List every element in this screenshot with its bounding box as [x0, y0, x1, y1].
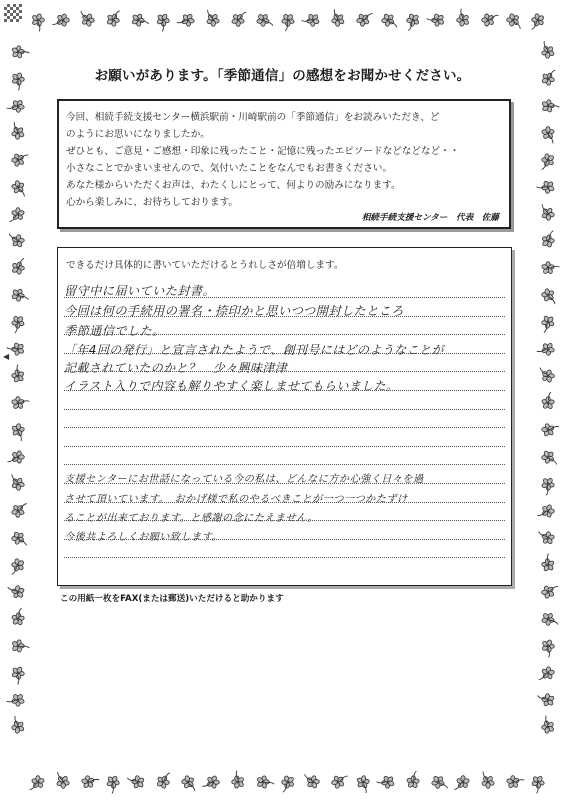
- flower-ornament: [5, 581, 27, 601]
- flower-ornament: [539, 448, 561, 470]
- flower-ornament: [232, 770, 245, 788]
- handwritten-line: 今後共よろしくお願い致します。: [64, 532, 222, 543]
- message-line: 今回、相続手続支援センター横浜駅前・川崎駅前の「季節通信」をお読みいただき、ど: [66, 112, 440, 123]
- handwritten-line: 留守中に届いていた封書。: [64, 284, 216, 298]
- side-margin-mark: ◀: [3, 352, 10, 361]
- flower-ornament: [540, 98, 560, 114]
- flower-ornament: [535, 526, 557, 547]
- flower-ornament: [329, 8, 345, 28]
- flower-ornament: [529, 774, 545, 794]
- flower-ornament: [9, 178, 29, 200]
- handwritten-line: させて頂いています。 おかげ様で私のやるべきことが一つ一つかたずけ: [64, 494, 408, 505]
- handwritten-line: 「年4回の発行」と宣言されたようで、創刊号にはどのようなことが: [64, 343, 444, 357]
- flower-ornament: [539, 39, 555, 59]
- flower-ornament: [200, 774, 221, 791]
- flower-ornament: [154, 769, 176, 791]
- flower-ornament: [11, 364, 25, 383]
- flower-ornament: [539, 610, 561, 631]
- flower-ornament: [255, 774, 276, 791]
- flower-ornament: [9, 121, 25, 141]
- flower-ornament: [176, 13, 195, 27]
- flower-ornament: [5, 449, 26, 467]
- flower-ornament: [7, 694, 25, 707]
- flower-ornament: [10, 606, 29, 628]
- flower-ornament: [526, 11, 547, 33]
- flower-ornament: [535, 664, 557, 684]
- flower-ornament: [276, 773, 296, 795]
- writing-rule: [64, 297, 505, 298]
- flower-ornament: [125, 771, 147, 790]
- flower-ornament: [10, 638, 31, 655]
- flower-ornament: [254, 11, 276, 32]
- flower-ornament: [354, 9, 376, 29]
- message-line: 小さなことでかまいませんので、気付いたことをなんでもお書きください。: [66, 163, 392, 174]
- flower-ornament: [356, 774, 371, 794]
- flower-ornament: [229, 8, 251, 29]
- flower-ornament: [129, 11, 151, 30]
- flower-ornament: [6, 556, 27, 578]
- writing-rule: [64, 520, 505, 521]
- signature: 相続手続支援センター 代表 佐藤: [361, 213, 499, 223]
- flower-ornament: [301, 769, 322, 791]
- flower-ornament: [329, 771, 351, 790]
- flower-ornament: [5, 205, 27, 226]
- writing-rule: [64, 409, 505, 410]
- flower-ornament: [504, 11, 525, 33]
- form-prompt: できるだけ具体的に書いていただけるとうれしさが倍増します。: [66, 260, 344, 271]
- handwritten-line: 支援センターにお世話になっている今の私は、どんなに方か心強く日々を過: [64, 474, 424, 485]
- footer-note: この用紙一枚をFAX(または郵送)いただけると助かります: [60, 594, 284, 604]
- flower-ornament: [8, 313, 27, 334]
- writing-rule: [64, 371, 505, 372]
- flower-ornament: [77, 7, 97, 29]
- flower-ornament: [535, 503, 556, 520]
- flower-ornament: [541, 553, 556, 573]
- flower-ornament: [179, 773, 199, 795]
- flower-ornament: [456, 8, 469, 26]
- flower-ornament: [6, 228, 28, 250]
- flower-ornament: [376, 774, 395, 789]
- message-line: のようにお思いになりましたか。: [66, 129, 210, 140]
- flower-ornament: [9, 499, 31, 520]
- flower-ornament: [25, 773, 47, 794]
- flower-ornament: [53, 769, 71, 790]
- writing-rule: [64, 316, 505, 317]
- comment-form-box[interactable]: [57, 247, 512, 586]
- flower-ornament: [478, 769, 496, 790]
- writing-rule: [64, 483, 505, 484]
- handwritten-line: 季節通信でした。: [64, 324, 165, 338]
- message-line: 心から楽しみに、お待ちしております。: [66, 197, 238, 208]
- flower-ornament: [203, 7, 222, 28]
- flower-ornament: [540, 390, 558, 411]
- flower-ornament: [10, 150, 31, 168]
- flower-ornament: [379, 11, 401, 33]
- flower-ornament: [536, 179, 555, 194]
- writing-rule: [64, 539, 505, 540]
- flower-ornament: [6, 99, 25, 113]
- writing-rule: [64, 557, 505, 558]
- flower-ornament: [480, 10, 501, 28]
- flower-ornament: [540, 422, 560, 438]
- flower-ornament: [536, 151, 557, 173]
- flower-ornament: [429, 773, 451, 794]
- handwritten-line: ることが出来ております。と感謝の念にたえません。: [64, 513, 318, 524]
- flower-ornament: [278, 12, 296, 33]
- flower-ornament: [104, 7, 125, 29]
- writing-rule: [64, 353, 505, 354]
- flower-ornament: [540, 125, 558, 146]
- writing-rule: [64, 502, 505, 503]
- flower-ornament: [541, 715, 555, 734]
- flower-ornament: [450, 773, 472, 794]
- handwritten-line: イラスト入りで内容も解りやすく楽しませてもらいました。: [64, 379, 399, 393]
- flower-ornament: [405, 769, 424, 791]
- flower-ornament: [301, 13, 320, 27]
- flower-ornament: [7, 471, 26, 493]
- flower-ornament: [539, 286, 559, 308]
- flower-ornament: [105, 774, 121, 794]
- writing-rule: [64, 464, 505, 465]
- flower-ornament: [539, 476, 556, 497]
- flower-ornament: [10, 44, 30, 60]
- flower-ornament: [536, 342, 555, 356]
- flower-ornament: [9, 286, 31, 306]
- request-message-box: [57, 99, 511, 229]
- writing-rule: [64, 334, 505, 335]
- writing-rule: [64, 427, 505, 428]
- handwritten-line: 今回は何の手続用の署名・捺印かと思いつつ開封したところ: [64, 304, 404, 318]
- flower-ornament: [81, 775, 100, 789]
- writing-rule: [64, 390, 505, 391]
- flower-ornament: [506, 775, 525, 789]
- flower-ornament: [537, 201, 556, 223]
- flower-ornament: [541, 639, 555, 658]
- flower-ornament: [50, 12, 71, 29]
- flower-ornament: [539, 582, 561, 601]
- message-line: ぜひとも、ご意見・ご感想・印象に残ったこと・記憶に残ったエピソードなどなどなど・・: [66, 146, 460, 157]
- flower-ornament: [11, 422, 27, 442]
- flower-ornament: [10, 715, 25, 735]
- flower-ornament: [541, 262, 559, 275]
- flower-ornament: [539, 228, 559, 250]
- writing-rule: [64, 446, 505, 447]
- flower-ornament: [537, 313, 556, 335]
- message-line: あなた様からいただくお声は、わたくしにとって、何よりの励みになります。: [66, 180, 401, 191]
- flower-ornament: [9, 255, 30, 277]
- flower-ornament: [402, 11, 422, 33]
- corner-checker-pattern: [4, 4, 22, 22]
- flower-ornament: [535, 689, 557, 709]
- handwritten-line: 記載されていたのかと？ 少々興味津津: [64, 361, 288, 375]
- flower-ornament: [425, 11, 446, 28]
- flower-ornament: [536, 363, 557, 385]
- flower-ornament: [11, 396, 29, 409]
- page-title: お願いがあります。「季節通信」の感想をお聞かせください。: [94, 68, 471, 84]
- flower-ornament: [155, 12, 171, 32]
- flower-ornament: [9, 529, 30, 551]
- flower-ornament: [10, 666, 25, 686]
- flower-ornament: [32, 13, 45, 31]
